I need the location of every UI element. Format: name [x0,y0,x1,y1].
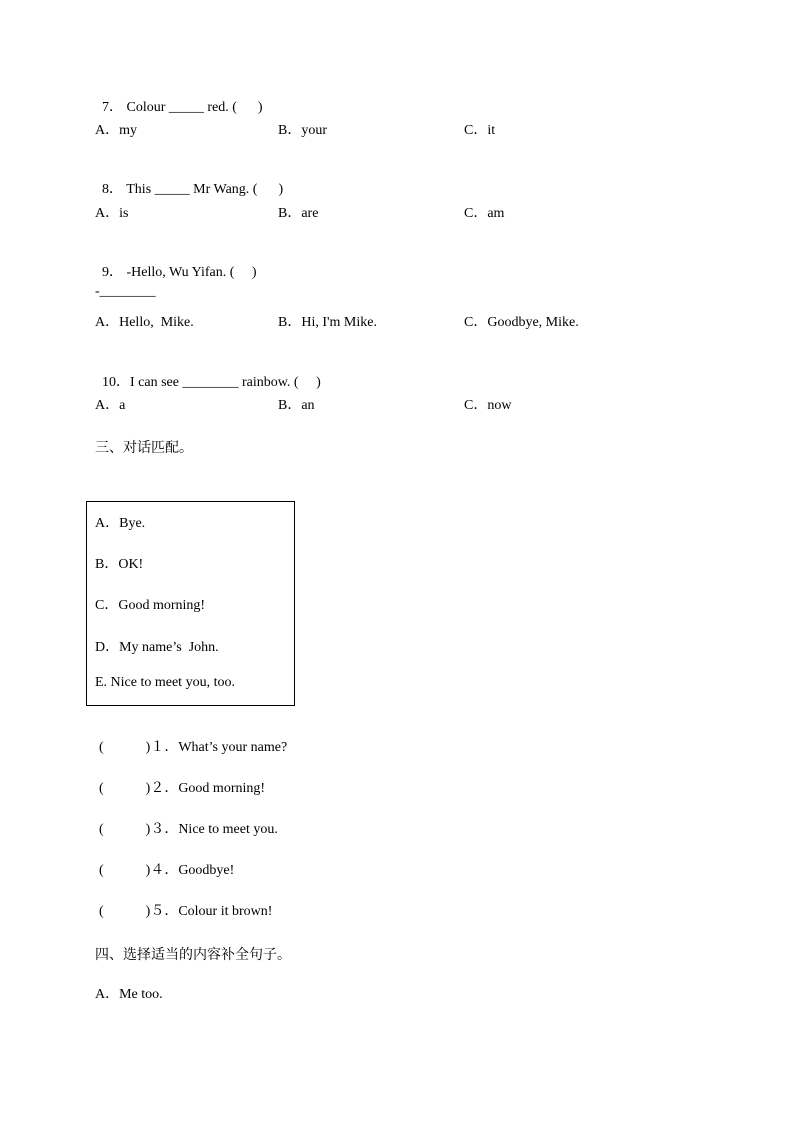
box-option-b: B．OK! [95,557,144,572]
box-option-c: C．Good morning! [95,598,206,613]
question-stem: -Hello, Wu Yifan. ( ) [123,265,257,280]
match-item-4: ( )４．Goodbye! [99,863,235,878]
box-option-a: A．Bye. [95,516,146,531]
q10-option-a: A．a [95,398,126,413]
q8-option-c: C．am [464,206,505,221]
section-4-heading: 四、选择适当的内容补全句子。 [95,947,291,963]
q9-response-blank: -________ [95,284,156,299]
question-number: 8． [102,182,123,197]
match-item-2: ( )２．Good morning! [99,781,266,796]
section-4-option-a: A．Me too. [95,987,163,1002]
section-3-heading: 三、对话匹配。 [95,440,193,456]
answer-options-box [86,501,295,706]
question-7 [95,81,263,117]
q10-option-b: B．an [278,398,315,413]
q7-option-c: C．it [464,123,496,138]
question-number: 10． [102,375,130,390]
q10-option-c: C．now [464,398,512,413]
q9-option-a: A．Hello, Mike. [95,315,194,330]
q8-option-a: A．is [95,206,129,221]
question-stem: This _____ Mr Wang. ( ) [123,182,284,197]
question-number: 9． [102,265,123,280]
question-9 [95,246,257,282]
match-item-1: ( )１．What’s your name? [99,740,288,755]
match-item-5: ( )５．Colour it brown! [99,904,273,919]
question-8 [95,163,283,199]
question-10 [95,356,321,392]
q8-option-b: B．are [278,206,319,221]
box-option-e: E. Nice to meet you, too. [95,675,235,690]
box-option-d: D．My name’s John. [95,640,219,655]
q9-option-c: C．Goodbye, Mike. [464,315,579,330]
q9-option-b: B．Hi, I'm Mike. [278,315,377,330]
q7-option-b: B．your [278,123,327,138]
q7-option-a: A．my [95,123,137,138]
question-stem: Colour _____ red. ( ) [123,100,263,115]
question-number: 7． [102,100,123,115]
question-stem: I can see ________ rainbow. ( ) [130,375,321,390]
match-item-3: ( )３．Nice to meet you. [99,822,278,837]
